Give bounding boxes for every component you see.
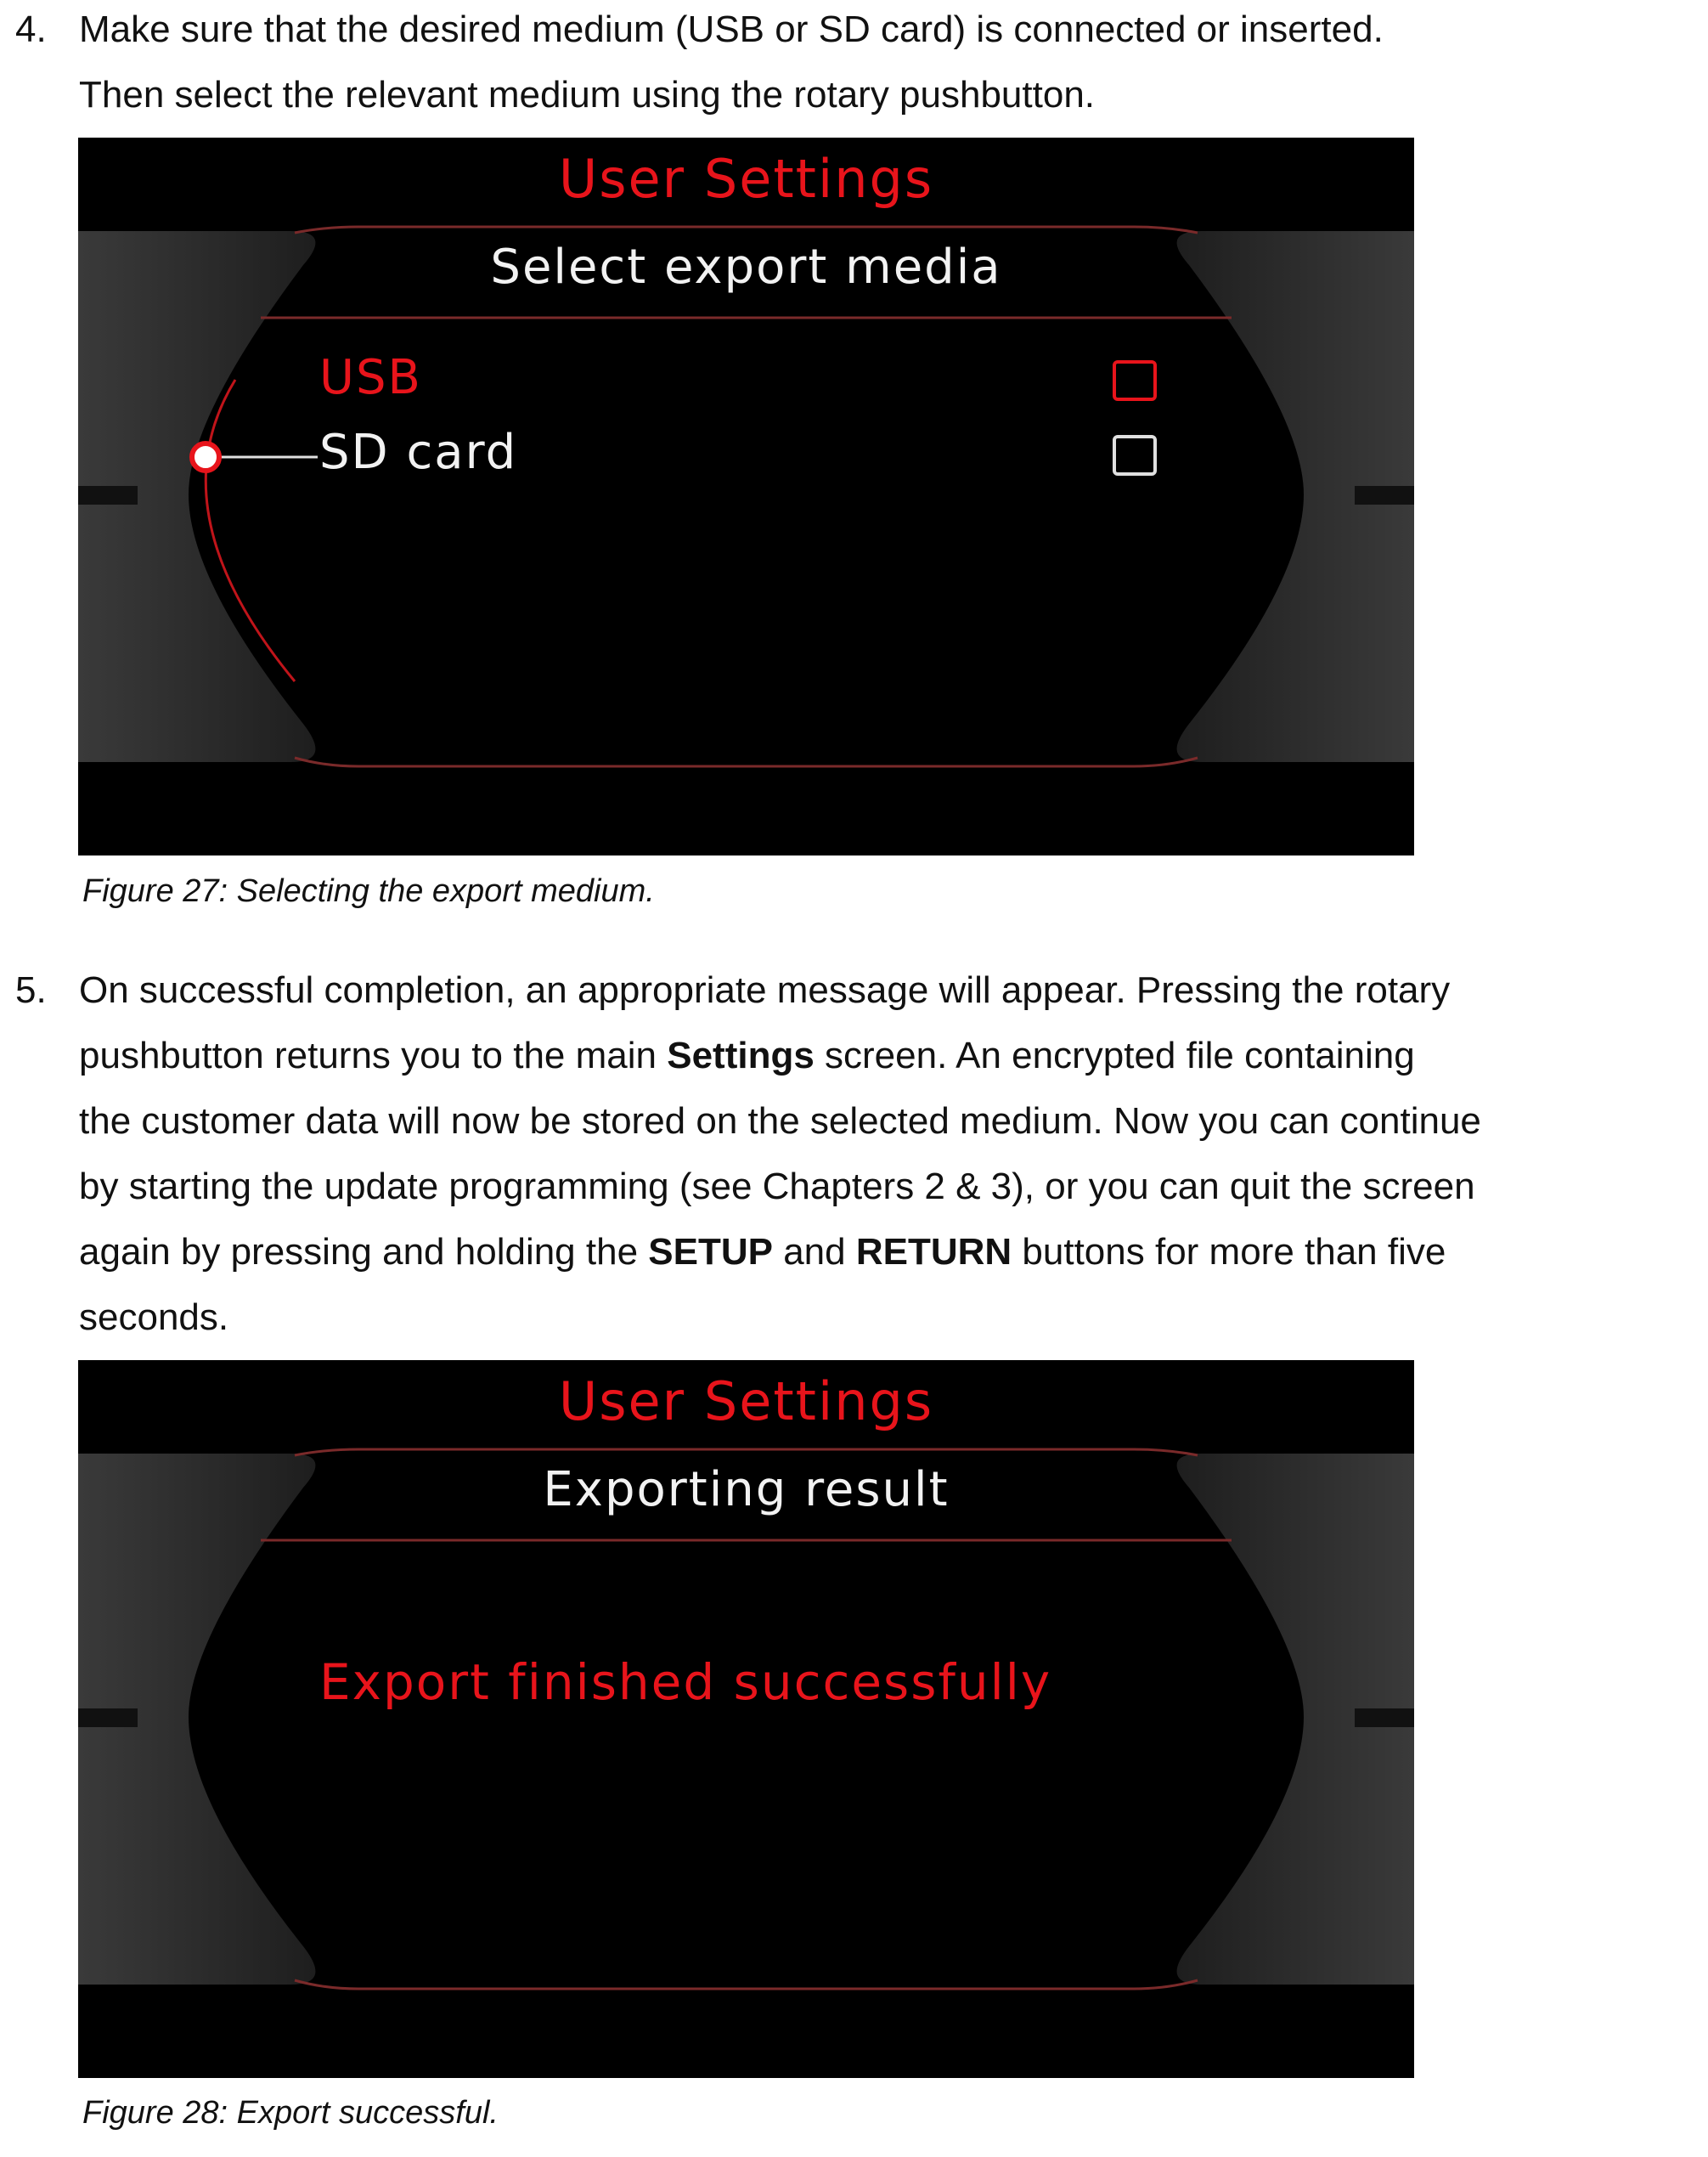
screen-subtitle: Select export media (490, 240, 1002, 295)
step-line (79, 1219, 1693, 1285)
step-line: seconds. (79, 1296, 229, 1338)
text-run: pushbutton returns you to the main (79, 1035, 668, 1076)
text-run: again by pressing and holding the (79, 1231, 649, 1273)
step-number: 4. (15, 8, 47, 50)
step-line (79, 1023, 1693, 1088)
usb-checkbox[interactable] (1113, 360, 1157, 401)
figure-27-caption: Figure 27: Selecting the export medium. (82, 873, 655, 909)
setup-term: SETUP (648, 1231, 773, 1273)
export-success-message: Export finished successfully (319, 1653, 1052, 1711)
text-run: and (772, 1231, 856, 1273)
figure-28-caption: Figure 28: Export successful. (82, 2095, 499, 2131)
return-term: RETURN (855, 1231, 1012, 1273)
option-sd-card[interactable]: SD card (319, 425, 518, 480)
screen-subtitle: Exporting result (543, 1462, 950, 1517)
step-line: the customer data will now be stored on the selected medium. Now you can continue (79, 1100, 1481, 1142)
step-text (79, 957, 1693, 1350)
screen-title: User Settings (558, 148, 934, 210)
step-text (79, 0, 1693, 127)
step-line: On successful completion, an appropriate message will appear. Pressing the rotary (79, 969, 1451, 1011)
step-line: Then select the relevant medium using the rotary pushbutton. (79, 74, 1096, 116)
sd-card-checkbox[interactable] (1113, 435, 1157, 476)
step-line: Make sure that the desired medium (USB or SD card) is connected or inserted. (79, 8, 1384, 50)
figure-27-screen (78, 138, 1414, 855)
option-usb[interactable]: USB (319, 350, 422, 405)
step-line: by starting the update programming (see Chapters 2 & 3), or you can quit the screen (79, 1166, 1475, 1207)
selection-knob-icon (192, 443, 219, 471)
screen-title: User Settings (558, 1370, 934, 1432)
settings-term: Settings (667, 1035, 815, 1076)
text-run: screen. An encrypted file containing (814, 1035, 1415, 1076)
text-run: buttons for more than five (1012, 1231, 1446, 1273)
step-number: 5. (15, 969, 47, 1011)
figure-28-screen (78, 1360, 1414, 2078)
